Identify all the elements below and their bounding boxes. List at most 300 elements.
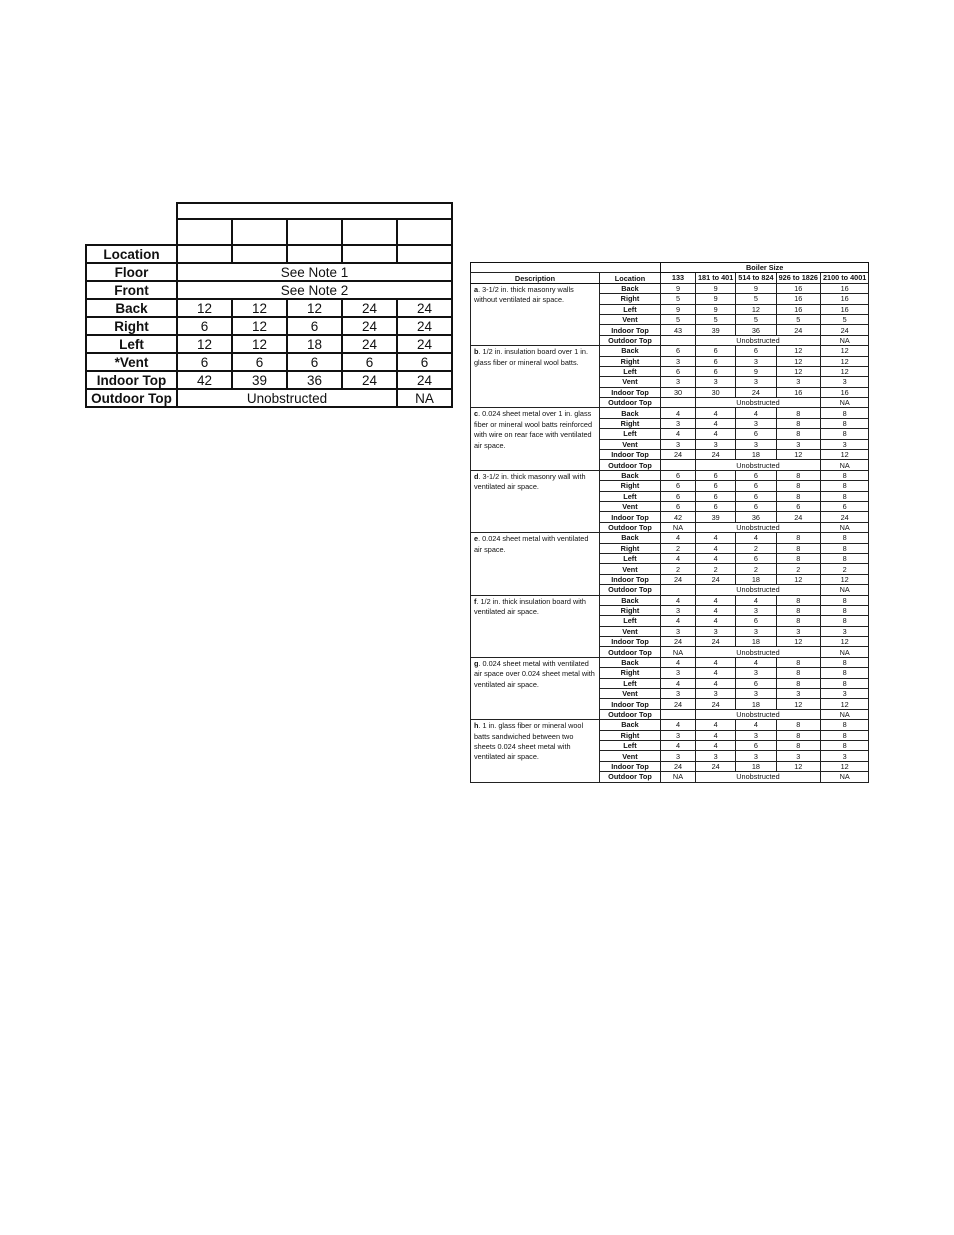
row-label: Front	[86, 281, 177, 299]
value-cell: 18	[736, 761, 776, 771]
value-cell: 9	[661, 283, 696, 293]
value-cell: NA	[661, 647, 696, 657]
span-cell: See Note 1	[177, 263, 452, 281]
value-cell: 42	[177, 371, 232, 389]
value-cell: 12	[820, 450, 868, 460]
value-cell: 8	[820, 668, 868, 678]
description-letter: h	[474, 721, 479, 731]
value-cell: 3	[696, 751, 736, 761]
value-cell: 12	[820, 356, 868, 366]
table-row	[86, 353, 452, 371]
value-cell: 8	[820, 408, 868, 418]
value-cell: 16	[776, 387, 820, 397]
span-cell: Unobstructed	[696, 460, 821, 470]
description-text: 1 in. glass fiber or mineral wool batts sandwiched between two sheets 0.024 sheet metal with ventilated air space.	[474, 721, 584, 762]
boiler-size-caption-row	[471, 263, 869, 273]
value-cell: 4	[696, 418, 736, 428]
value-cell: 6	[736, 678, 776, 688]
value-cell: 4	[661, 533, 696, 543]
value-cell: 24	[696, 761, 736, 771]
value-cell: 8	[820, 595, 868, 605]
value-cell: 8	[776, 533, 820, 543]
location-cell: Indoor Top	[600, 387, 661, 397]
size-header: 181 to 401	[696, 273, 736, 283]
value-cell: 12	[232, 317, 287, 335]
value-cell: 8	[776, 491, 820, 501]
value-cell: 6	[696, 481, 736, 491]
value-cell: 3	[661, 605, 696, 615]
value-cell: 3	[661, 418, 696, 428]
value-cell: 4	[696, 657, 736, 667]
description-cell: f. 1/2 in. thick insulation board with ventilated air space.	[471, 595, 600, 657]
table-row	[471, 470, 869, 480]
value-cell: 6	[736, 553, 776, 563]
value-cell: 2	[736, 543, 776, 553]
value-cell: 6	[397, 353, 452, 371]
value-cell: 42	[661, 512, 696, 522]
row-label: Outdoor Top	[86, 389, 177, 407]
value-cell: 6	[661, 481, 696, 491]
description-text: 3-1/2 in. thick masonry wall with ventilated air space.	[474, 471, 586, 492]
value-cell: 4	[661, 740, 696, 750]
location-cell: Right	[600, 543, 661, 553]
table-row	[86, 281, 452, 299]
location-cell: Right	[600, 356, 661, 366]
value-cell: 12	[820, 346, 868, 356]
value-cell: 12	[736, 304, 776, 314]
location-cell: Vent	[600, 689, 661, 699]
description-text: 1/2 in. thick insulation board with ventilated air space.	[474, 596, 586, 616]
location-cell: Indoor Top	[600, 450, 661, 460]
span-cell: Unobstructed	[696, 772, 821, 782]
value-cell: 5	[661, 314, 696, 324]
value-cell: 2	[736, 564, 776, 574]
value-cell: 4	[696, 730, 736, 740]
value-cell: 8	[776, 616, 820, 626]
value-cell: 3	[776, 377, 820, 387]
location-cell: Left	[600, 678, 661, 688]
value-cell: 5	[736, 294, 776, 304]
location-cell: Indoor Top	[600, 761, 661, 771]
location-cell: Back	[600, 533, 661, 543]
value-cell: 3	[736, 689, 776, 699]
value-cell: 12	[776, 637, 820, 647]
value-cell: 4	[661, 408, 696, 418]
value-cell: 6	[736, 501, 776, 511]
value-cell: 24	[661, 699, 696, 709]
value-cell: 8	[776, 481, 820, 491]
row-label: Right	[86, 317, 177, 335]
value-cell: 24	[820, 512, 868, 522]
value-cell: 3	[736, 377, 776, 387]
size-header: 514 to 824	[736, 273, 776, 283]
location-cell: Back	[600, 657, 661, 667]
row-label: Left	[86, 335, 177, 353]
value-cell: 5	[661, 294, 696, 304]
value-cell: 6	[696, 491, 736, 501]
span-cell: Unobstructed	[696, 647, 821, 657]
location-header-row	[86, 245, 452, 263]
value-cell: 16	[820, 283, 868, 293]
value-cell: 6	[696, 366, 736, 376]
value-cell: 36	[287, 371, 342, 389]
value-cell: 6	[696, 501, 736, 511]
value-cell: 12	[776, 346, 820, 356]
value-cell: 6	[661, 501, 696, 511]
value-cell: 24	[397, 371, 452, 389]
value-cell: 24	[696, 699, 736, 709]
description-header: Description	[471, 273, 600, 283]
value-cell: 8	[820, 657, 868, 667]
value-cell: 8	[820, 533, 868, 543]
value-cell: 16	[776, 294, 820, 304]
location-cell: Right	[600, 481, 661, 491]
location-cell: Vent	[600, 377, 661, 387]
value-cell: 24	[661, 450, 696, 460]
table-row	[86, 335, 452, 353]
span-cell: Unobstructed	[696, 709, 821, 719]
value-cell	[661, 335, 696, 345]
value-cell: 2	[661, 564, 696, 574]
value-cell: 2	[820, 564, 868, 574]
value-cell: 3	[776, 689, 820, 699]
value-cell: 6	[820, 501, 868, 511]
value-cell: 3	[736, 730, 776, 740]
value-cell: 39	[232, 371, 287, 389]
description-text: 0.024 sheet metal over 1 in. glass fiber or mineral wool batts reinforced with wire on rear face with ventilated air space.	[474, 409, 593, 450]
value-cell: 6	[661, 470, 696, 480]
value-cell: 3	[696, 689, 736, 699]
location-cell: Right	[600, 605, 661, 615]
value-cell: 8	[776, 605, 820, 615]
value-cell: 9	[696, 283, 736, 293]
value-cell: 12	[776, 356, 820, 366]
description-letter: e	[474, 534, 479, 544]
value-cell: 3	[820, 626, 868, 636]
value-cell: NA	[820, 335, 868, 345]
value-cell	[661, 460, 696, 470]
value-cell: 3	[696, 377, 736, 387]
value-cell: 12	[820, 637, 868, 647]
location-cell: Outdoor Top	[600, 398, 661, 408]
value-cell: 12	[287, 299, 342, 317]
value-cell: 5	[820, 314, 868, 324]
value-cell: 36	[736, 512, 776, 522]
location-cell: Left	[600, 616, 661, 626]
value-cell: 4	[661, 616, 696, 626]
value-cell: 4	[696, 595, 736, 605]
size-header-cell	[397, 219, 452, 245]
value-cell: 3	[661, 377, 696, 387]
value-cell: 12	[820, 366, 868, 376]
value-cell: 18	[736, 637, 776, 647]
location-cell: Indoor Top	[600, 637, 661, 647]
location-cell: Outdoor Top	[600, 460, 661, 470]
value-cell: 8	[776, 553, 820, 563]
value-cell: 8	[776, 740, 820, 750]
value-cell: 9	[736, 283, 776, 293]
description-cell: a. 3-1/2 in. thick masonry walls without ventilated air space.	[471, 283, 600, 345]
description-text: 1/2 in. insulation board over 1 in. glass fiber or mineral wool batts.	[474, 347, 588, 367]
value-cell: 8	[776, 408, 820, 418]
location-cell: Right	[600, 668, 661, 678]
value-cell: 43	[661, 325, 696, 335]
value-cell: 3	[820, 751, 868, 761]
value-cell: 3	[661, 730, 696, 740]
value-cell: 3	[661, 668, 696, 678]
value-cell: 8	[820, 543, 868, 553]
value-cell: NA	[820, 460, 868, 470]
value-cell: 9	[736, 366, 776, 376]
value-cell: 4	[736, 533, 776, 543]
value-cell: NA	[397, 389, 452, 407]
location-cell: Left	[600, 740, 661, 750]
value-cell: 12	[232, 335, 287, 353]
value-cell: 3	[696, 626, 736, 636]
value-cell: 8	[820, 730, 868, 740]
location-cell: Back	[600, 720, 661, 730]
value-cell: 39	[696, 512, 736, 522]
table-row	[471, 657, 869, 667]
location-cell: Left	[600, 304, 661, 314]
value-cell: 24	[696, 574, 736, 584]
description-cell: e. 0.024 sheet metal with ventilated air space.	[471, 533, 600, 595]
value-cell: 8	[820, 418, 868, 428]
location-cell: Indoor Top	[600, 325, 661, 335]
span-cell: Unobstructed	[696, 335, 821, 345]
value-cell: 8	[820, 481, 868, 491]
value-cell: 6	[736, 616, 776, 626]
value-cell: 6	[736, 346, 776, 356]
value-cell: 8	[820, 616, 868, 626]
description-letter: c	[474, 409, 479, 419]
row-label: *Vent	[86, 353, 177, 371]
value-cell: 16	[820, 304, 868, 314]
value-cell: 12	[232, 299, 287, 317]
value-cell: 3	[776, 751, 820, 761]
location-cell: Vent	[600, 751, 661, 761]
value-cell: 24	[696, 450, 736, 460]
value-cell: 9	[661, 304, 696, 314]
value-cell	[661, 398, 696, 408]
value-cell: 3	[776, 626, 820, 636]
value-cell: 9	[696, 294, 736, 304]
value-cell: 3	[820, 377, 868, 387]
value-cell: 18	[736, 574, 776, 584]
description-letter: b	[474, 347, 479, 357]
value-cell: 8	[776, 429, 820, 439]
table-row	[86, 389, 452, 407]
value-cell: 2	[661, 543, 696, 553]
table-row	[86, 371, 452, 389]
location-header: Location	[86, 245, 177, 263]
value-cell: 8	[820, 720, 868, 730]
value-cell: 8	[820, 740, 868, 750]
value-cell: 6	[661, 366, 696, 376]
location-cell: Right	[600, 294, 661, 304]
value-cell: 6	[696, 470, 736, 480]
value-cell: 4	[736, 657, 776, 667]
value-cell: 3	[661, 439, 696, 449]
table-row	[471, 408, 869, 418]
value-cell: 24	[397, 317, 452, 335]
value-cell: 5	[736, 314, 776, 324]
location-cell: Vent	[600, 564, 661, 574]
description-cell: g. 0.024 sheet metal with ventilated air space over 0.024 sheet metal with ventilated air space.	[471, 657, 600, 719]
location-cell: Back	[600, 470, 661, 480]
location-cell: Vent	[600, 626, 661, 636]
description-text: 0.024 sheet metal with ventilated air space.	[474, 534, 589, 554]
value-cell: 30	[661, 387, 696, 397]
value-cell: NA	[820, 647, 868, 657]
value-cell: 18	[287, 335, 342, 353]
value-cell: 24	[661, 761, 696, 771]
location-cell: Indoor Top	[600, 699, 661, 709]
value-cell: 3	[661, 689, 696, 699]
value-cell: 6	[696, 356, 736, 366]
value-cell: 12	[776, 574, 820, 584]
location-cell: Outdoor Top	[600, 522, 661, 532]
size-header-cell	[232, 219, 287, 245]
table-row	[86, 299, 452, 317]
column-header-row	[471, 273, 869, 283]
location-cell: Back	[600, 346, 661, 356]
value-cell: 4	[696, 533, 736, 543]
size-header-cell	[177, 219, 232, 245]
value-cell: 4	[661, 553, 696, 563]
value-cell	[661, 585, 696, 595]
value-cell: 24	[342, 317, 397, 335]
boiler-clearance-table	[470, 262, 869, 783]
value-cell: 3	[776, 439, 820, 449]
span-cell: Unobstructed	[696, 585, 821, 595]
value-cell: 3	[820, 689, 868, 699]
value-cell: 4	[661, 720, 696, 730]
value-cell: 3	[736, 751, 776, 761]
location-cell: Indoor Top	[600, 512, 661, 522]
value-cell: 3	[736, 626, 776, 636]
value-cell: 24	[342, 371, 397, 389]
description-cell: h. 1 in. glass fiber or mineral wool batts sandwiched between two sheets 0.024 sheet metal with ventilated air space.	[471, 720, 600, 782]
location-cell: Indoor Top	[600, 574, 661, 584]
value-cell: 8	[776, 720, 820, 730]
value-cell: 3	[696, 439, 736, 449]
value-cell: 16	[820, 294, 868, 304]
size-header: 2100 to 4001	[820, 273, 868, 283]
value-cell: 4	[661, 429, 696, 439]
value-cell: 24	[397, 335, 452, 353]
value-cell: 6	[287, 353, 342, 371]
value-cell: 4	[696, 429, 736, 439]
table-row	[471, 283, 869, 293]
value-cell: 4	[661, 678, 696, 688]
value-cell: 6	[661, 346, 696, 356]
value-cell: 12	[776, 450, 820, 460]
description-text: 3-1/2 in. thick masonry walls without ventilated air space.	[474, 284, 574, 305]
value-cell: 6	[776, 501, 820, 511]
value-cell: NA	[820, 585, 868, 595]
value-cell: 4	[696, 740, 736, 750]
value-cell: 30	[696, 387, 736, 397]
boiler-size-caption: Boiler Size	[661, 263, 869, 273]
value-cell: 3	[661, 751, 696, 761]
value-cell: 8	[820, 491, 868, 501]
value-cell: 2	[776, 564, 820, 574]
table-row	[471, 346, 869, 356]
value-cell: 6	[736, 470, 776, 480]
location-cell: Left	[600, 429, 661, 439]
value-cell: 24	[342, 335, 397, 353]
span-cell: Unobstructed	[696, 522, 821, 532]
value-cell: 12	[177, 299, 232, 317]
value-cell: 6	[736, 740, 776, 750]
value-cell: NA	[661, 772, 696, 782]
value-cell: 3	[736, 418, 776, 428]
value-cell: 6	[736, 429, 776, 439]
header-caption-cell	[177, 203, 452, 219]
value-cell: 4	[696, 553, 736, 563]
table-header-size-row	[86, 219, 452, 245]
value-cell: 5	[696, 314, 736, 324]
value-cell: 16	[776, 283, 820, 293]
value-cell: 3	[820, 439, 868, 449]
value-cell: 24	[776, 512, 820, 522]
row-label: Floor	[86, 263, 177, 281]
value-cell: 3	[736, 605, 776, 615]
description-cell: c. 0.024 sheet metal over 1 in. glass fiber or mineral wool batts reinforced with wire on rear face with ventilated air space.	[471, 408, 600, 470]
value-cell: 12	[820, 699, 868, 709]
value-cell: 8	[776, 678, 820, 688]
description-letter: d	[474, 471, 479, 481]
size-header-cell	[287, 219, 342, 245]
value-cell: 4	[736, 595, 776, 605]
location-cell: Outdoor Top	[600, 585, 661, 595]
value-cell: 16	[776, 304, 820, 314]
value-cell: 12	[776, 761, 820, 771]
value-cell: 2	[696, 564, 736, 574]
value-cell: 24	[661, 574, 696, 584]
table-row	[471, 595, 869, 605]
value-cell: 4	[696, 668, 736, 678]
location-cell: Outdoor Top	[600, 709, 661, 719]
value-cell: 8	[776, 657, 820, 667]
table-row	[86, 317, 452, 335]
value-cell: 3	[736, 668, 776, 678]
row-label: Indoor Top	[86, 371, 177, 389]
location-cell: Back	[600, 595, 661, 605]
value-cell: 24	[397, 299, 452, 317]
value-cell: 6	[177, 317, 232, 335]
location-cell: Vent	[600, 314, 661, 324]
value-cell: 4	[696, 605, 736, 615]
value-cell: 24	[342, 299, 397, 317]
location-cell: Outdoor Top	[600, 772, 661, 782]
value-cell: 8	[776, 668, 820, 678]
value-cell: 4	[661, 657, 696, 667]
value-cell: 18	[736, 699, 776, 709]
value-cell: 4	[736, 720, 776, 730]
value-cell	[661, 709, 696, 719]
description-cell: b. 1/2 in. insulation board over 1 in. glass fiber or mineral wool batts.	[471, 346, 600, 408]
span-cell: Unobstructed	[177, 389, 397, 407]
value-cell: 3	[736, 356, 776, 366]
value-cell: 8	[776, 730, 820, 740]
value-cell: 8	[776, 418, 820, 428]
value-cell: 8	[820, 605, 868, 615]
value-cell: 12	[776, 699, 820, 709]
value-cell: 24	[661, 637, 696, 647]
value-cell: 6	[287, 317, 342, 335]
